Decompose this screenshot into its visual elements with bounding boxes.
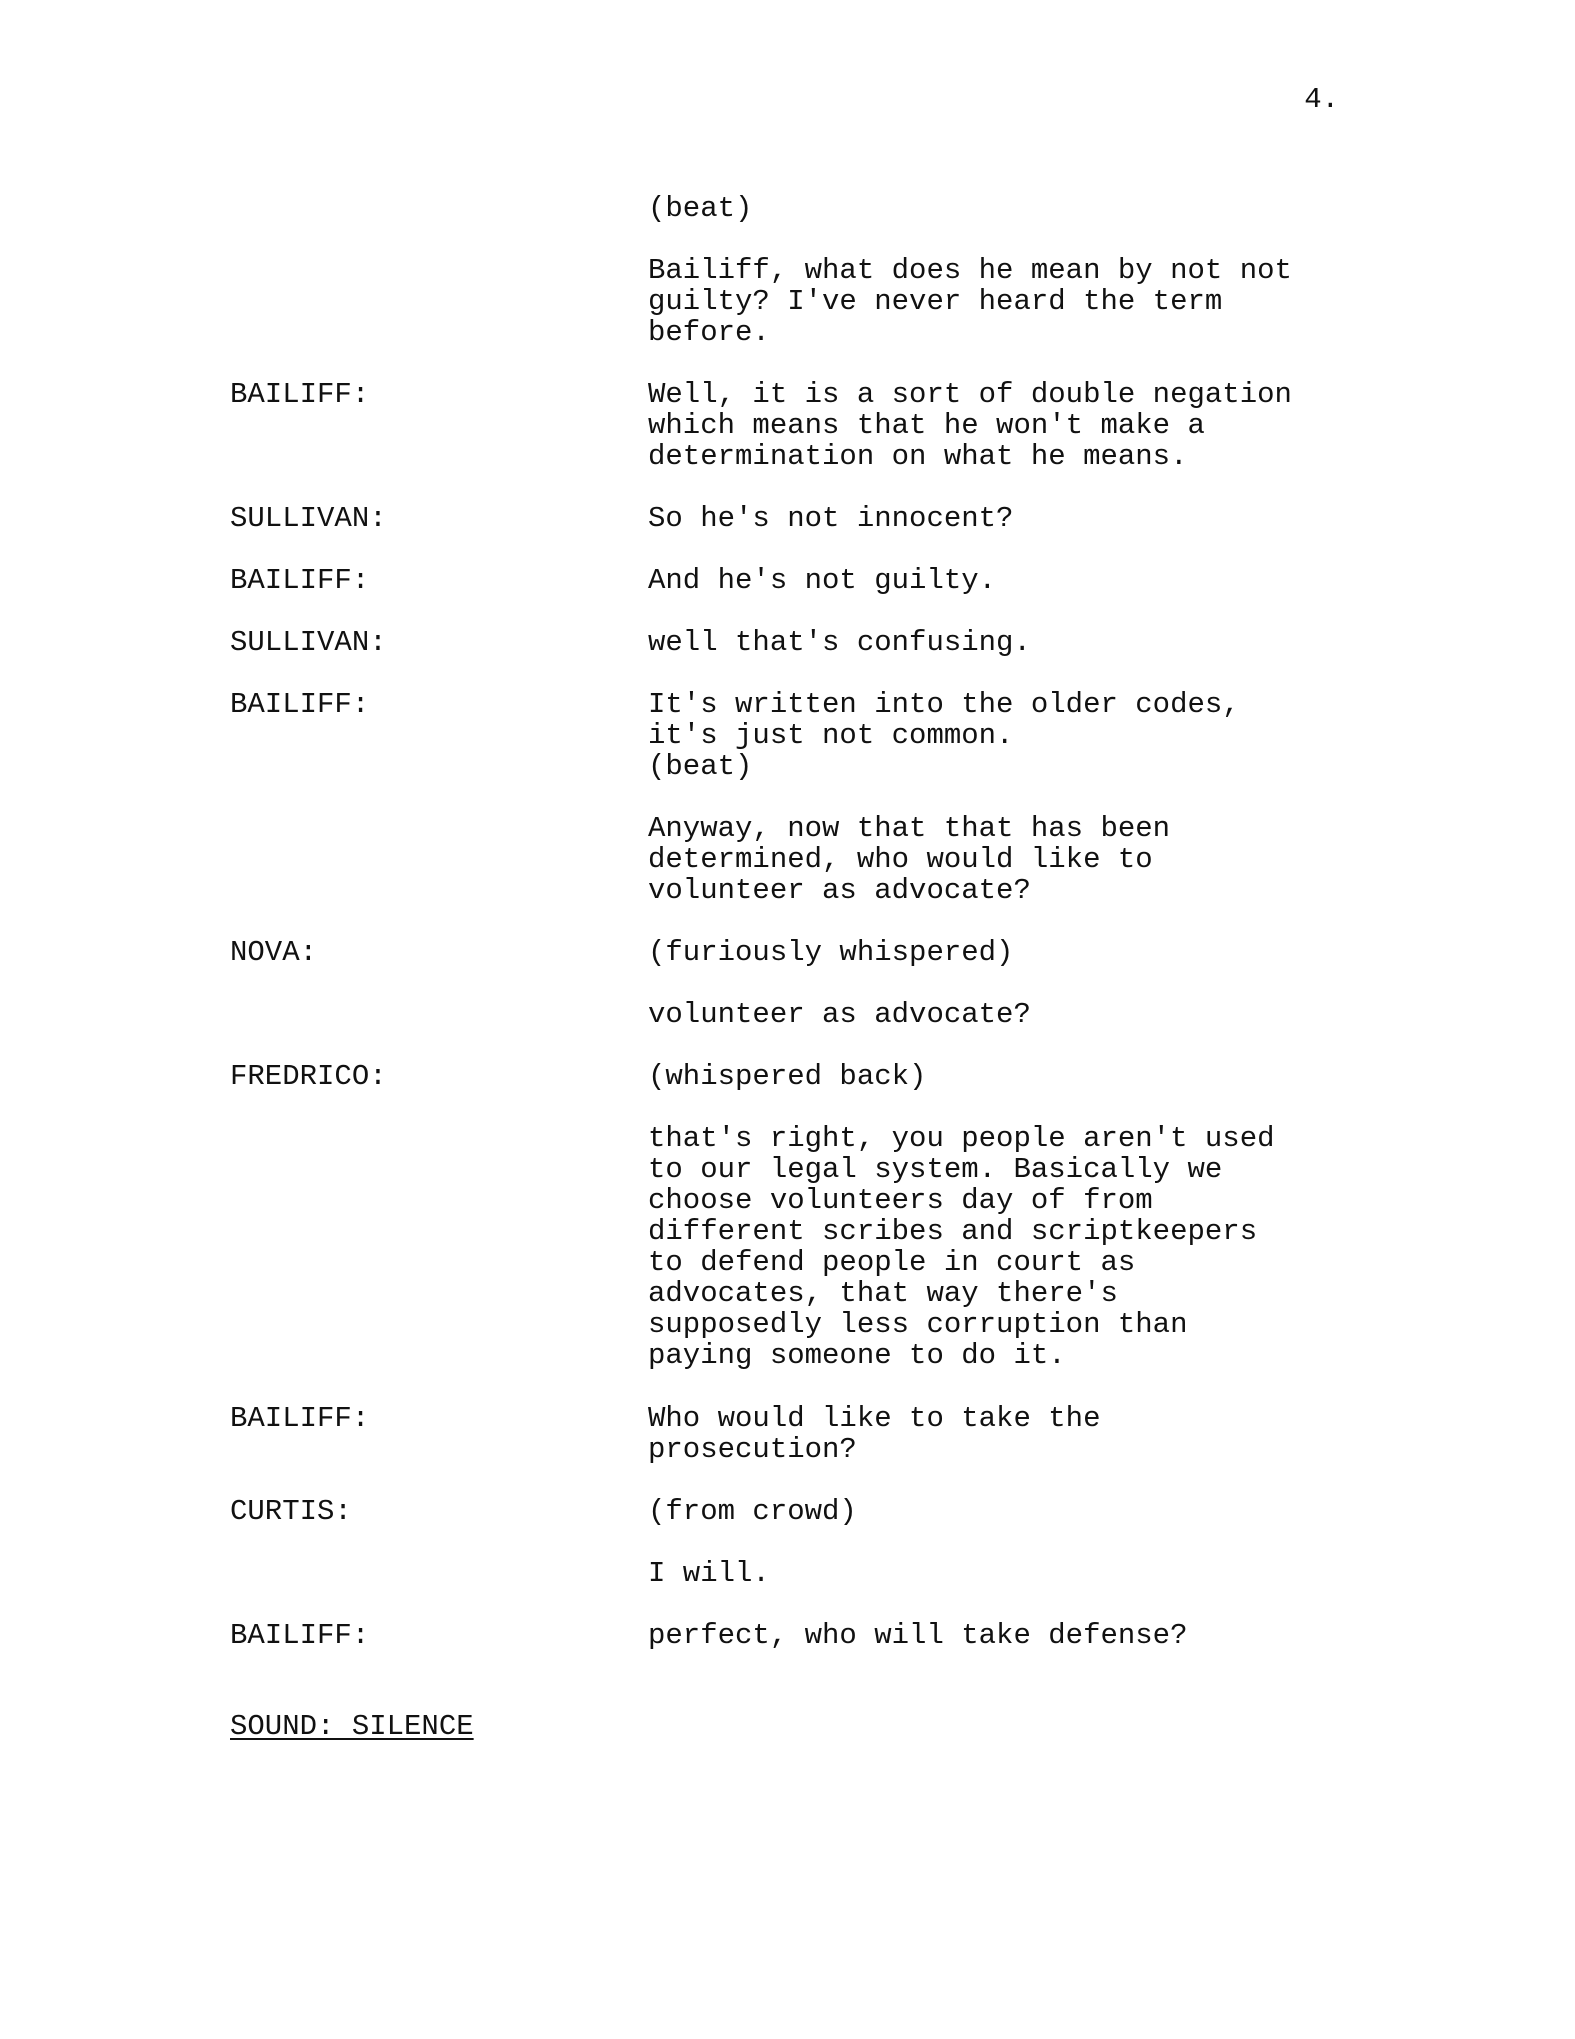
dialogue-line: (beat) <box>648 750 753 783</box>
speaker-name: BAILIFF: <box>230 688 370 721</box>
speaker-name: BAILIFF: <box>230 564 370 597</box>
dialogue-line: to our legal system. Basically we <box>648 1153 1223 1186</box>
dialogue-line: choose volunteers day of from <box>648 1184 1153 1217</box>
dialogue-line: (beat) <box>648 192 753 225</box>
dialogue-line: guilty? I've never heard the term <box>648 285 1223 318</box>
dialogue-line: before. <box>648 316 770 349</box>
page-number: 4. <box>1304 83 1339 116</box>
dialogue-line: Anyway, now that that has been <box>648 812 1171 845</box>
speaker-name: NOVA: <box>230 936 318 969</box>
dialogue-line: So he's not innocent? <box>648 502 1014 535</box>
dialogue-line: advocates, that way there's <box>648 1277 1118 1310</box>
dialogue-line: volunteer as advocate? <box>648 874 1031 907</box>
dialogue-line: (furiously whispered) <box>648 936 1014 969</box>
dialogue-line: perfect, who will take defense? <box>648 1619 1188 1652</box>
dialogue-line: Well, it is a sort of double negation <box>648 378 1292 411</box>
dialogue-line: which means that he won't make a <box>648 409 1205 442</box>
dialogue-line: prosecution? <box>648 1433 857 1466</box>
speaker-name: BAILIFF: <box>230 378 370 411</box>
dialogue-line: volunteer as advocate? <box>648 998 1031 1031</box>
dialogue-line: Who would like to take the <box>648 1402 1101 1435</box>
speaker-name: CURTIS: <box>230 1495 352 1528</box>
sound-cue: SOUND: SILENCE <box>230 1710 474 1743</box>
speaker-name: BAILIFF: <box>230 1619 370 1652</box>
dialogue-line: that's right, you people aren't used <box>648 1122 1275 1155</box>
dialogue-line: And he's not guilty. <box>648 564 997 597</box>
speaker-name: SULLIVAN: <box>230 626 387 659</box>
dialogue-line: determination on what he means. <box>648 440 1188 473</box>
dialogue-line: (whispered back) <box>648 1060 927 1093</box>
dialogue-line: (from crowd) <box>648 1495 857 1528</box>
speaker-name: BAILIFF: <box>230 1402 370 1435</box>
speaker-name: SULLIVAN: <box>230 502 387 535</box>
dialogue-line: it's just not common. <box>648 719 1014 752</box>
dialogue-line: determined, who would like to <box>648 843 1153 876</box>
dialogue-line: paying someone to do it. <box>648 1339 1066 1372</box>
dialogue-line: Bailiff, what does he mean by not not <box>648 254 1292 287</box>
dialogue-line: supposedly less corruption than <box>648 1308 1188 1341</box>
dialogue-line: well that's confusing. <box>648 626 1031 659</box>
dialogue-line: to defend people in court as <box>648 1246 1136 1279</box>
dialogue-line: I will. <box>648 1557 770 1590</box>
dialogue-line: It's written into the older codes, <box>648 688 1240 721</box>
speaker-name: FREDRICO: <box>230 1060 387 1093</box>
dialogue-line: different scribes and scriptkeepers <box>648 1215 1258 1248</box>
